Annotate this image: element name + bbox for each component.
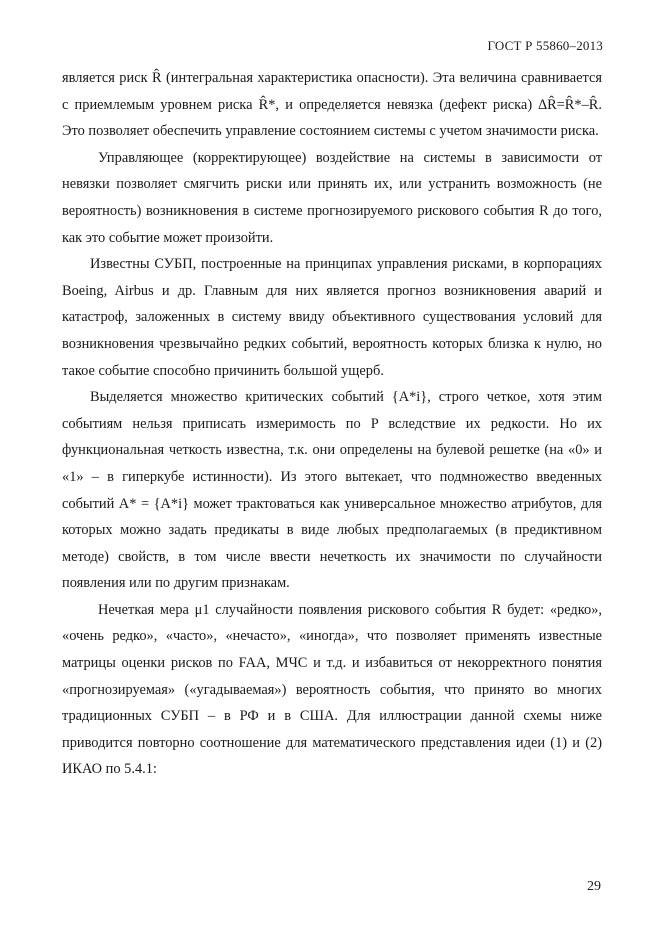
page-number: 29 — [587, 879, 601, 894]
paragraph-risk-definition: является риск R̂ (интегральная характеристика опасности). Эта величина сравнивается с приемлемым уровнем риска R̂*, и определяется невязка (дефект риска) ∆R̂=R̂*–R̂. Это позволяет обеспечить управление состоянием системы с учетом значимости риска. — [62, 70, 602, 140]
paragraph-control-action: Управляющее (корректирующее) воздействие на системы в зависимости от невязки позволяет смягчить риски или принять их, или устранить возможность (не вероятность) возникновения в системе прогнозируемого рискового события R до того, как это событие может произойти. — [62, 149, 602, 246]
document-body — [62, 65, 602, 783]
paragraph-critical-events: Выделяется множество критических событий {A*i}, строго четкое, хотя этим событиям нельзя приписать измеримость по P вследствие их редкости. Но их функциональная четкость известна, т.к. они определены на булевой решетке (на «0» и «1» – в гиперкубе истинности). Из этого вытекает, что подмножество введенных событий A* = {A*i} может трактоваться как универсальное множество атрибутов, для которых можно задать предикаты в виде любых предполагаемых (в предиктивном методе) свойств, в том числе ввести нечеткость их значимости по случайности появления или по другим признакам. — [62, 389, 602, 592]
paragraph-fuzzy-measure: Нечеткая мера μ1 случайности появления рискового события R будет: «редко», «очень редко», «часто», «нечасто», «иногда», что позволяет применять известные матрицы оценки рисков по FAA, МЧС и т.д. и избавиться от некорректного понятия «прогнозируемая» («угадываемая») вероятность события, что принято во многих традиционных СУБП – в РФ и в США. Для иллюстрации данной схемы ниже приводится повторно соотношение для математического представления идеи (1) и (2) ИКАО по 5.4.1: — [62, 601, 602, 778]
document-header: ГОСТ Р 55860–2013 — [487, 38, 603, 53]
paragraph-known-systems: Известны СУБП, построенные на принципах управления рисками, в корпорациях Boeing, Airbus и др. Главным для них является прогноз возникновения аварий и катастроф, заложенных в систему ввиду объективного существования условий для возникновения чрезвычайно редких событий, вероятность которых близка к нулю, но такое событие способно причинить большой ущерб. — [62, 256, 602, 379]
